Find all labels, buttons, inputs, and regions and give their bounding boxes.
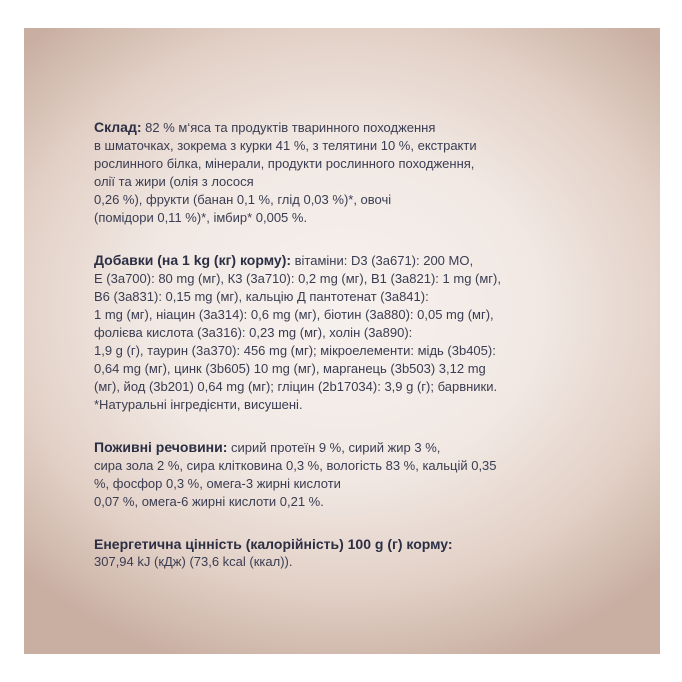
additives-line: 1,9 g (г), таурин (3a370): 456 mg (мг); мікроелементи: мідь (3b405): — [94, 343, 496, 358]
energy-line: 307,94 kJ (кДж) (73,6 kcal (ккал)). — [94, 554, 293, 569]
additives-section — [94, 251, 614, 414]
additives-line: 0,64 mg (мг), цинк (3b605) 10 mg (мг), марганець (3b503) 3,12 mg — [94, 361, 486, 376]
additives-line: В6 (3a831): 0,15 mg (мг), кальцію Д пантотенат (3a841): — [94, 289, 429, 304]
nutrients-section — [94, 438, 614, 511]
label-card — [24, 28, 660, 654]
nutrients-heading: Поживні речовини: — [94, 439, 228, 455]
additives-footnote: *Натуральні інгредієнти, висушені. — [94, 397, 303, 412]
nutrients-line: сира зола 2 %, сира клітковина 0,3 %, вологість 83 %, кальцій 0,35 — [94, 458, 497, 473]
additives-line: 1 mg (мг), ніацин (3a314): 0,6 mg (мг), біотин (3a880): 0,05 mg (мг), — [94, 307, 494, 322]
additives-line: вітаміни: D3 (3a671): 200 МО, — [294, 253, 474, 268]
nutrients-line: сирий протеїн 9 %, сирий жир 3 %, — [231, 440, 441, 455]
energy-section — [94, 535, 614, 571]
nutrients-line: %, фосфор 0,3 %, омега-3 жирні кислоти — [94, 476, 341, 491]
additives-line: фолієва кислота (3a316): 0,23 mg (мг), холін (3a890): — [94, 325, 413, 340]
composition-line: 0,26 %), фрукти (банан 0,1 %, глід 0,03 %)*, овочі — [94, 192, 392, 207]
nutrients-line: 0,07 %, омега-6 жирні кислоти 0,21 %. — [94, 494, 324, 509]
composition-line: олії та жири (олія з лосося — [94, 174, 254, 189]
product-info-text — [94, 118, 614, 595]
composition-line: в шматочках, зокрема з курки 41 %, з телятини 10 %, екстракти — [94, 138, 477, 153]
composition-line: (помідори 0,11 %)*, імбир* 0,005 %. — [94, 210, 308, 225]
composition-heading: Склад: — [94, 119, 142, 135]
additives-heading: Добавки (на 1 kg (кг) корму): — [94, 252, 292, 268]
composition-section — [94, 118, 614, 227]
composition-line: 82 % м‘яса та продуктів тваринного походження — [145, 120, 436, 135]
energy-heading: Енергетична цінність (калорійність) 100 g (г) корму: — [94, 536, 453, 552]
additives-line: (мг), йод (3b201) 0,64 mg (мг); гліцин (2b17034): 3,9 g (г); барвники. — [94, 379, 498, 394]
composition-line: рослинного білка, мінерали, продукти рослинного походження, — [94, 156, 475, 171]
additives-line: E (3a700): 80 mg (мг), К3 (3a710): 0,2 mg (мг), В1 (3a821): 1 mg (мг), — [94, 271, 501, 286]
